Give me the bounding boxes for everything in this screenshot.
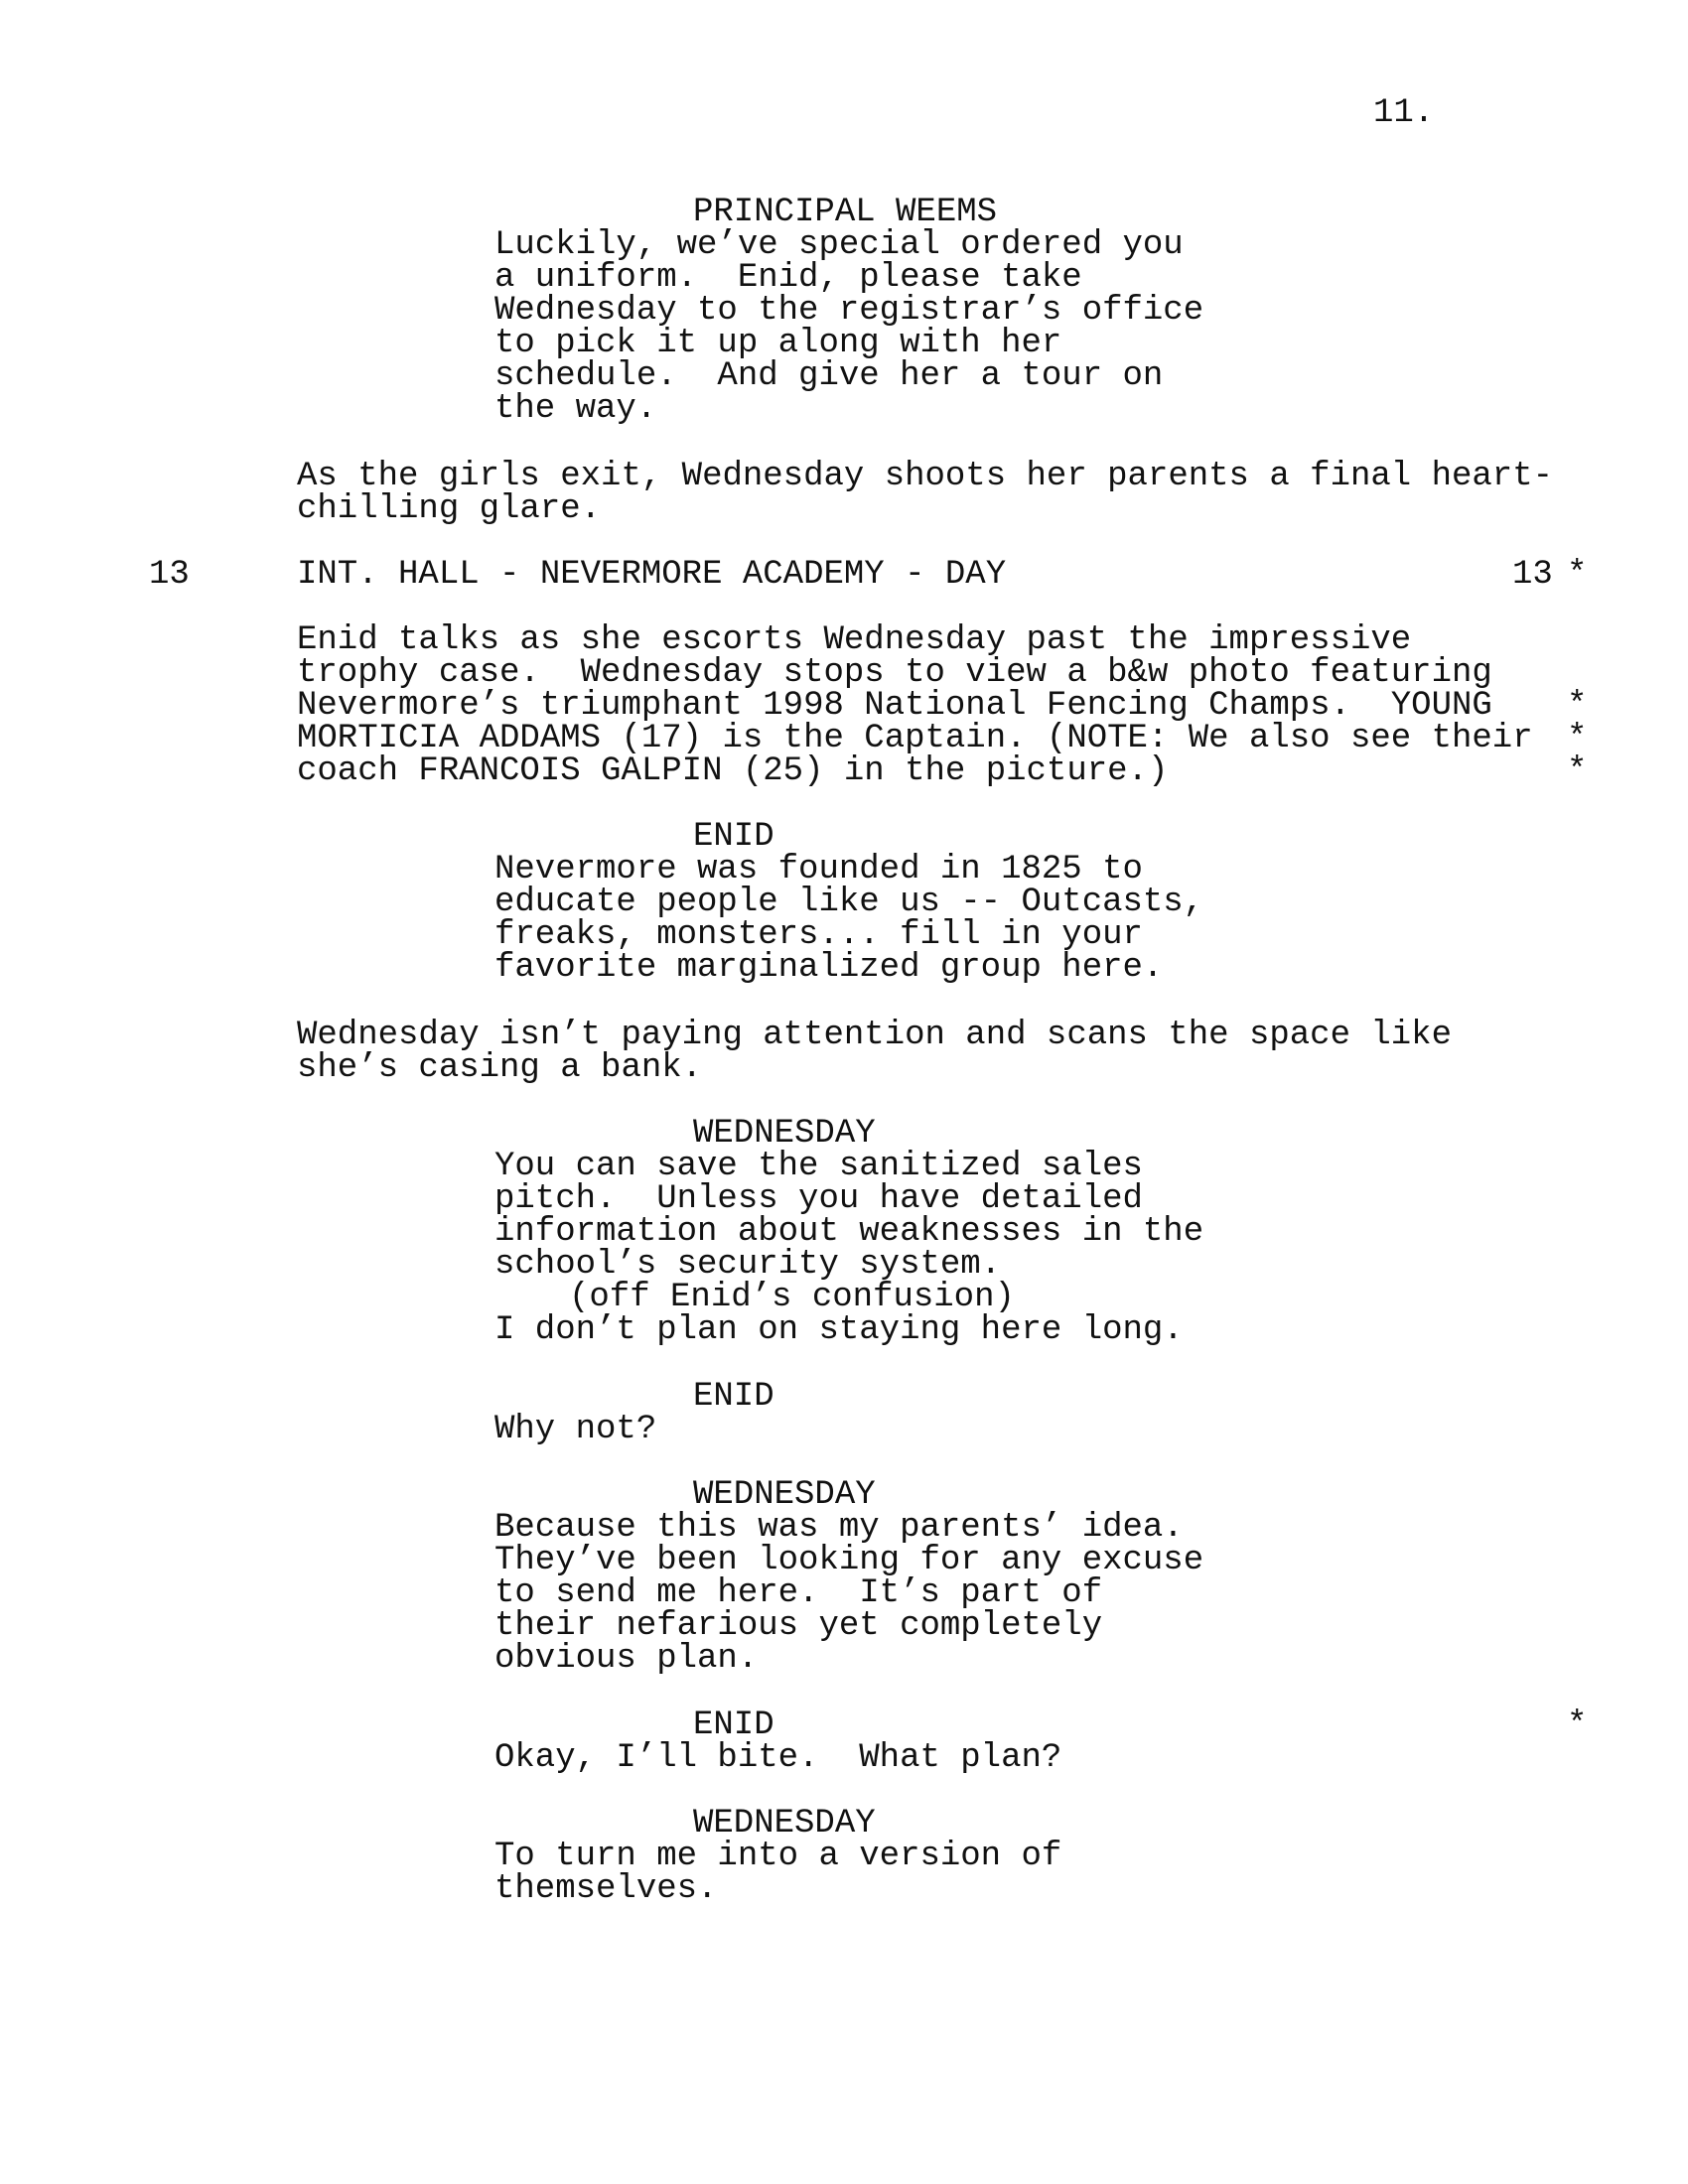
scene-heading: INT. HALL - NEVERMORE ACADEMY - DAY [297, 556, 1007, 594]
character-name-enid: ENID [693, 1378, 774, 1416]
dialogue-enid: Nevermore was founded in 1825 to educate people like us -- Outcasts, freaks, monsters... fill in your favorite marginalized group here. [494, 851, 1204, 987]
character-name-wednesday: WEDNESDAY [693, 1805, 876, 1843]
dialogue-wednesday-continued: I don’t plan on staying here long. [494, 1311, 1184, 1349]
dialogue-enid: Okay, I’ll bite. What plan? [494, 1739, 1062, 1777]
character-name-wednesday: WEDNESDAY [693, 1115, 876, 1153]
revision-mark-enid: * [1567, 1706, 1588, 1744]
scene-number-right: 13 [1512, 556, 1553, 594]
character-name-wednesday: WEDNESDAY [693, 1476, 876, 1514]
character-name-principal-weems: PRINCIPAL WEEMS [693, 194, 998, 231]
character-name-enid: ENID [693, 1706, 774, 1744]
scene-number-left: 13 [149, 556, 190, 594]
dialogue-wednesday: You can save the sanitized sales pitch. Unless you have detailed information about weaknesses in the school’s security system. [494, 1148, 1204, 1284]
dialogue-enid: Why not? [494, 1411, 657, 1448]
parenthetical-wednesday: (off Enid’s confusion) [569, 1279, 1015, 1316]
action-wednesday-scans: Wednesday isn’t paying attention and scans the space like she’s casing a bank. [297, 1017, 1452, 1087]
revision-mark-action-1: * [1567, 687, 1588, 725]
dialogue-wednesday: To turn me into a version of themselves. [494, 1838, 1062, 1908]
dialogue-principal-weems: Luckily, we’ve special ordered you a uniform. Enid, please take Wednesday to the registrar’s office to pick it up along with her schedule. And give her a tour on the way. [494, 226, 1204, 428]
dialogue-wednesday: Because this was my parents’ idea. They’ve been looking for any excuse to send me here. It’s part of their nefarious yet completely obvious plan. [494, 1509, 1204, 1678]
revision-mark-scene: * [1567, 556, 1588, 594]
action-girls-exit: As the girls exit, Wednesday shoots her parents a final heart- chilling glare. [297, 458, 1554, 528]
revision-mark-action-2: * [1567, 720, 1588, 757]
revision-mark-action-3: * [1567, 752, 1588, 790]
character-name-enid: ENID [693, 818, 774, 856]
action-trophy-case: Enid talks as she escorts Wednesday past the impressive trophy case. Wednesday stops to view a b&w photo featuring Nevermore’s triumphant 1998 National Fencing Champs. YOUNG MORTICIA ADDAMS (17) is the Captain. (NOTE: We also see their coach FRANCOIS GALPIN (25) in the picture.) [297, 621, 1533, 790]
page-number: 11. [1373, 94, 1435, 132]
